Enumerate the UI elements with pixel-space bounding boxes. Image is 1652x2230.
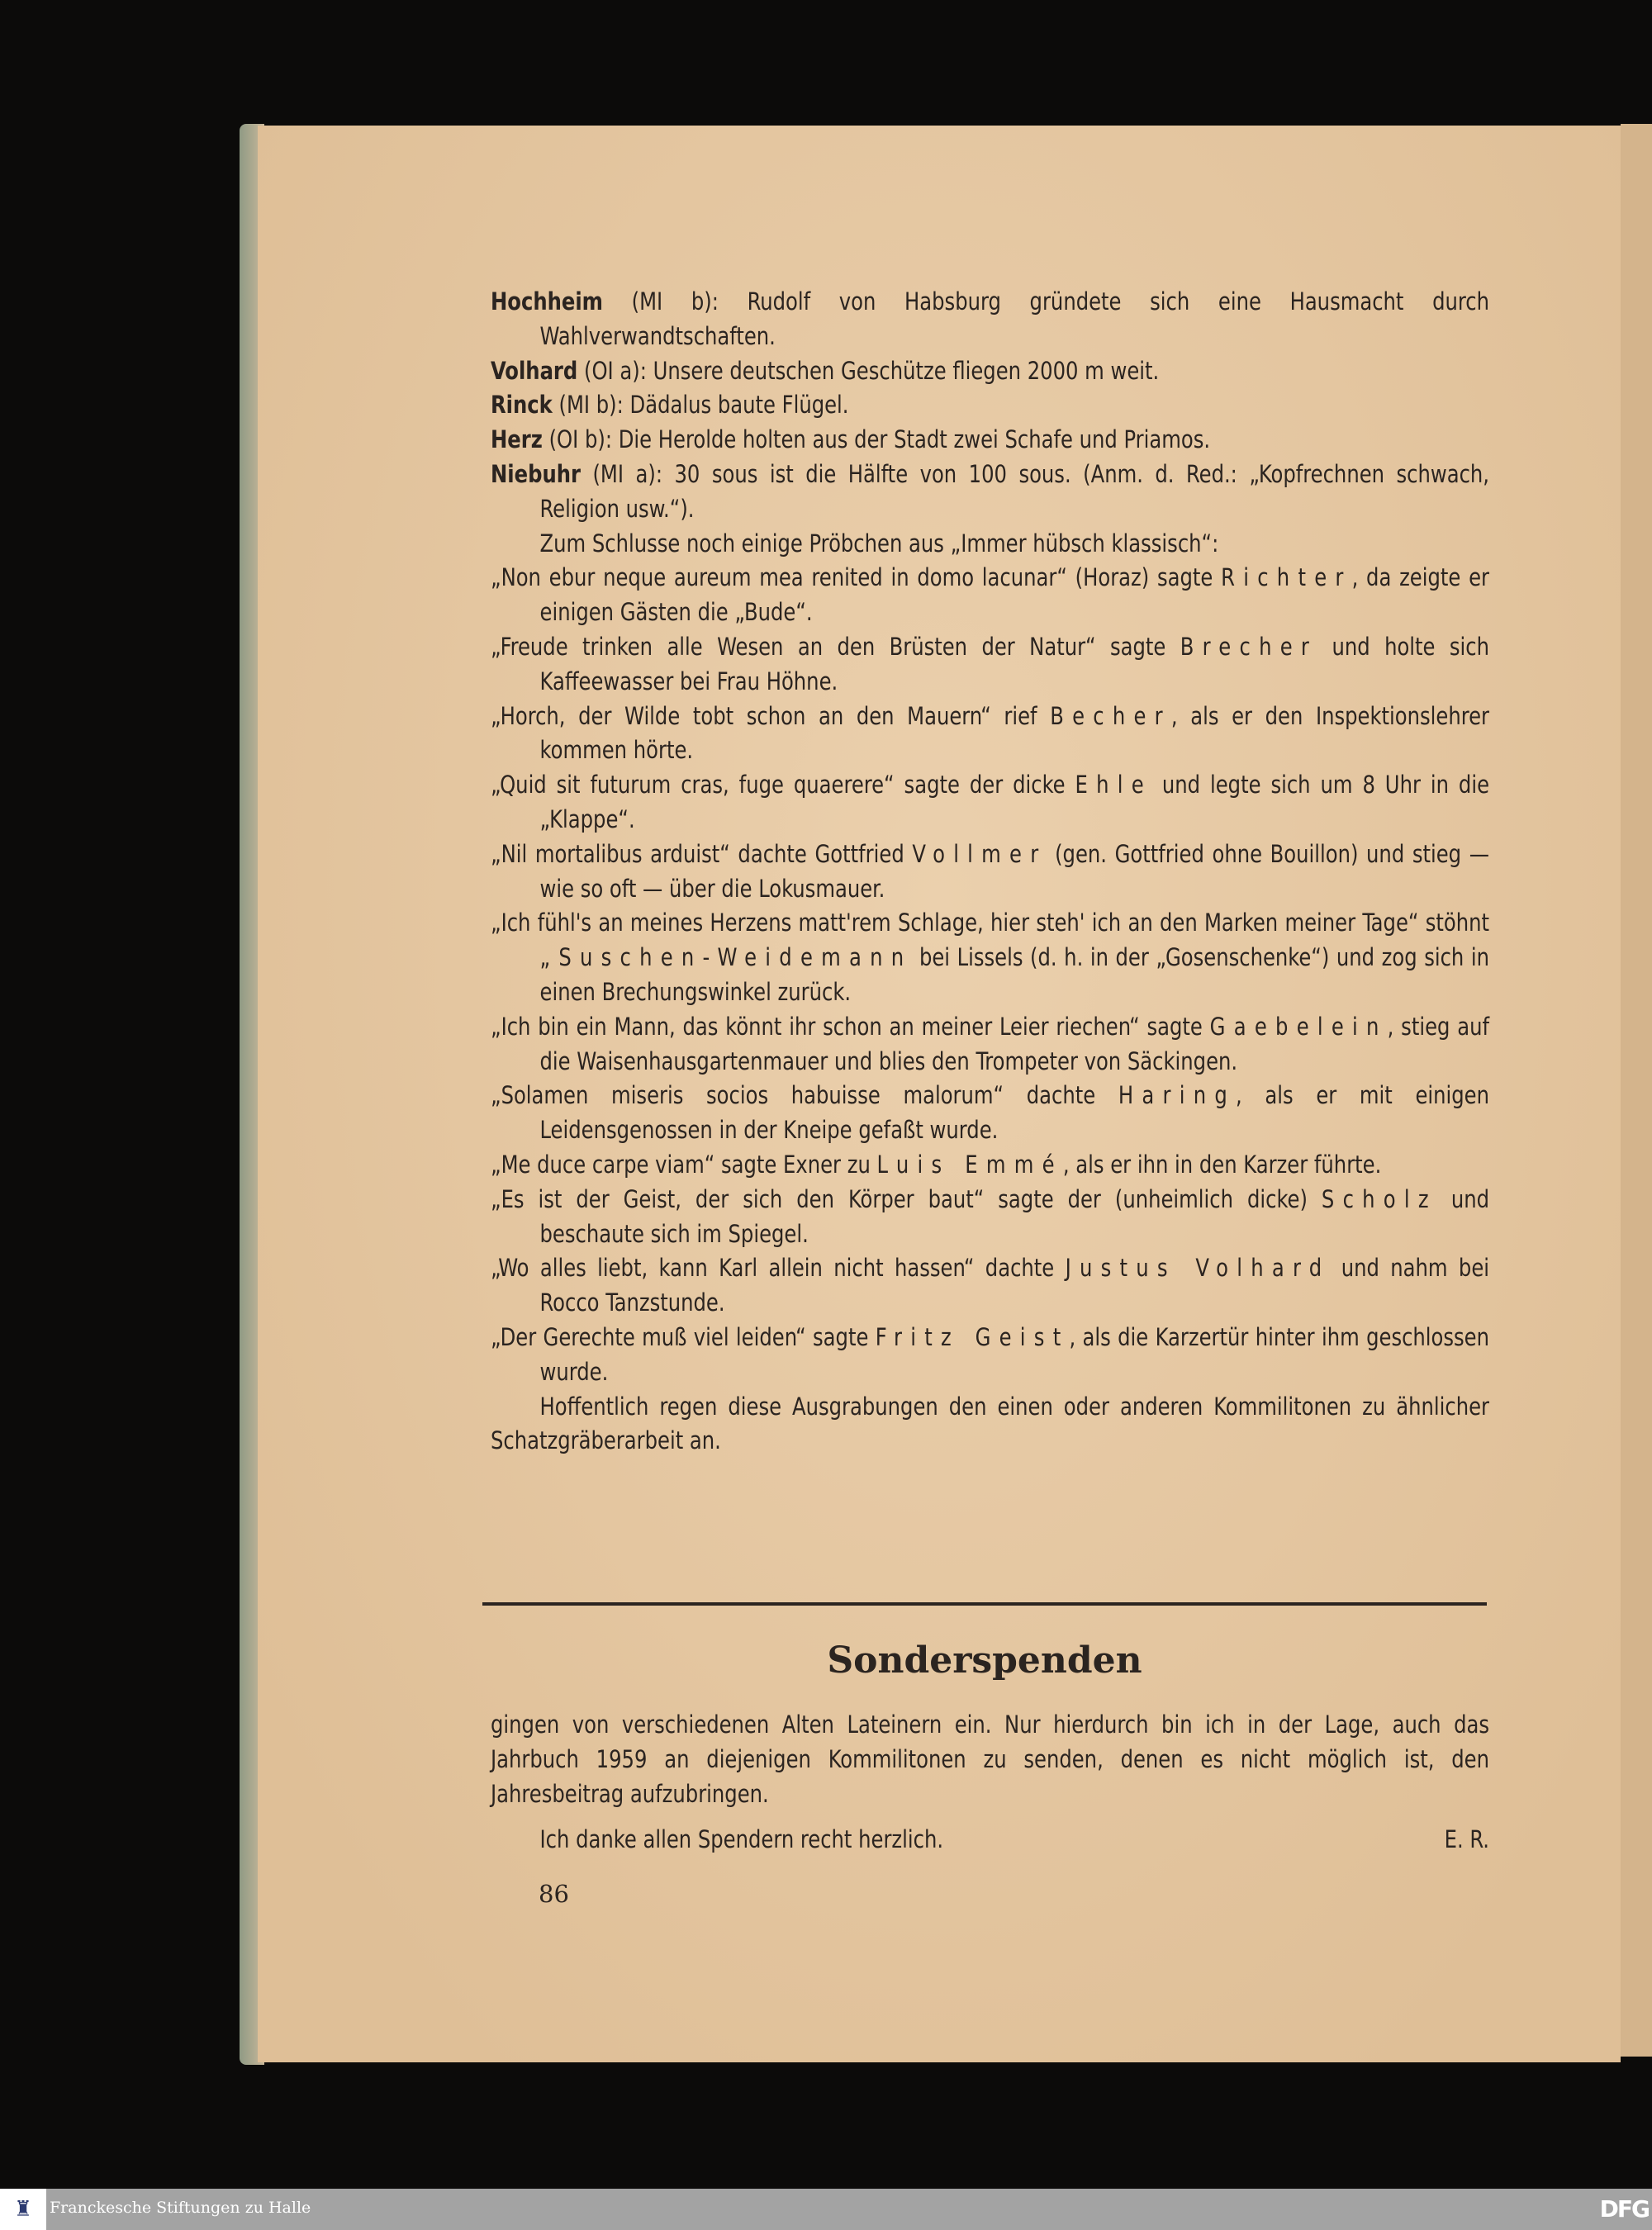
text-segment: „Horch, der Wilde tobt schon an den Mauern“ rief (491, 701, 1051, 730)
footer-bar (0, 2189, 1652, 2230)
text-segment: (MI a): 30 sous ist die Hälfte von 100 sous. (Anm. d. Red.: „Kopfrechnen schwach, Religion usw.“). (539, 459, 1489, 523)
spaced-name: Haring (1118, 1081, 1237, 1110)
text-segment: „Non ebur neque aureum mea renited in domo lacunar“ (Horaz) sagte (491, 563, 1222, 592)
institution-name[interactable]: Franckesche Stiftungen zu Halle (50, 2199, 311, 2217)
text-segment: „Me duce carpe viam“ sagte Exner zu (491, 1150, 877, 1179)
spaced-name: Scholz (1321, 1184, 1437, 1213)
page-number: 86 (539, 1880, 569, 1908)
paragraph (491, 285, 1489, 354)
thanks-line (491, 1823, 1489, 1858)
student-name: Volhard (491, 356, 578, 385)
body-text (491, 285, 1489, 1459)
thanks-text: Ich danke allen Spendern recht herzlich. (539, 1825, 944, 1854)
dfg-logo: DFG (1599, 2195, 1649, 2223)
student-name: Herz (491, 425, 543, 454)
text-segment: (OI b): Die Herolde holten aus der Stadt zwei Schafe und Priamos. (542, 425, 1211, 454)
text-segment: „Wo alles liebt, kann Karl allein nicht hassen“ dachte (491, 1254, 1066, 1283)
text-segment: , da zeigte er einigen Gästen die „Bude“. (539, 563, 1489, 627)
paragraph (491, 527, 1489, 562)
text-segment: „Nil mortalibus arduist“ dachte Gottfried (491, 839, 913, 868)
text-segment: bei Lissels (d. h. in der „Gosenschenke“) und zog sich in einen Brechungswinkel zurück. (539, 943, 1489, 1006)
institution-logo-icon: ♜ (0, 2189, 46, 2230)
text-segment: „Der Gerechte muß viel leiden“ sagte (491, 1322, 876, 1351)
paragraph (491, 388, 1489, 423)
paragraph (491, 768, 1489, 837)
text-segment: „Es ist der Geist, der sich den Körper baut“ sagte der (unheimlich dicke) (491, 1184, 1322, 1213)
spaced-name: Vollmer (912, 839, 1047, 868)
text-segment: (OI a): Unsere deutschen Geschütze fliegen 2000 m weit. (577, 356, 1160, 385)
text-segment: und holte sich Kaffeewasser bei Frau Höhne. (539, 632, 1489, 695)
text-segment: „Solamen miseris socios habuisse malorum“ dachte (491, 1081, 1118, 1110)
spaced-name: Justus Volhard (1065, 1254, 1331, 1283)
spaced-name: Luis Emmé (876, 1150, 1063, 1179)
paragraph (491, 561, 1489, 630)
spaced-name: Fritz Geist (875, 1322, 1070, 1351)
text-segment: (MI b): Rudolf von Habsburg gründete sich eine Hausmacht durch Wahlverwandtschaften. (539, 287, 1490, 350)
text-segment: „Quid sit futurum cras, fuge quaerere“ sagte der dicke (491, 771, 1075, 799)
paragraph (491, 1390, 1489, 1459)
facing-page-edge (1621, 124, 1652, 2057)
text-segment: Hoffentlich regen diese Ausgrabungen den einen oder anderen Kommilitonen zu ähnlicher Schatzgräberarbeit an. (491, 1392, 1489, 1455)
text-segment: , als er den Inspektionslehrer kommen hörte. (539, 701, 1489, 765)
spaced-name: Richter (1221, 563, 1352, 592)
paragraph: gingen von verschiedenen Alten Lateinern ein. Nur hierdurch bin ich in der Lage, auch das Jahrbuch 1959 an diejenigen Kommilitonen zu senden, denen es nicht möglich ist, den Jahresbeitrag aufzubringen. (491, 1710, 1489, 1808)
text-segment: „Ich fühl's an meines Herzens matt'rem Schlage, hier steh' ich an den Marken meiner Tage“ stöhnt (491, 909, 1489, 937)
section-heading: Sonderspenden (827, 1639, 1142, 1682)
text-segment: und nahm bei Rocco Tanzstunde. (539, 1254, 1490, 1317)
student-name: Rinck (491, 391, 553, 420)
text-segment: , stieg auf die Waisenhausgartenmauer und blies den Trompeter von Säckingen. (539, 1012, 1490, 1075)
text-segment: , als er ihn in den Karzer führte. (1062, 1150, 1382, 1179)
paragraph (491, 1148, 1489, 1183)
paragraph (491, 1010, 1489, 1079)
paragraph (491, 1183, 1489, 1252)
signature: E. R. (1444, 1825, 1489, 1854)
paragraph (491, 1251, 1489, 1321)
divider-rule (482, 1602, 1487, 1606)
paragraph (491, 354, 1489, 389)
donations-text (491, 1708, 1489, 1858)
paragraph (491, 458, 1489, 527)
paragraph (491, 1321, 1489, 1390)
paragraph (491, 906, 1489, 1009)
paragraph (491, 1079, 1489, 1148)
text-segment: , als er mit einigen Leidensgenossen in der Kneipe gefaßt wurde. (539, 1081, 1489, 1145)
text-segment: „Freude trinken alle Wesen an den Brüsten der Natur“ sagte (491, 632, 1180, 661)
text-segment: (MI b): Dädalus baute Flügel. (552, 391, 849, 420)
text-segment: (gen. Gottfried ohne Bouillon) und stieg — wie so oft — über die Lokusmauer. (539, 839, 1489, 903)
student-name: Niebuhr (491, 459, 581, 488)
paragraph (491, 837, 1489, 907)
paragraph (491, 630, 1489, 700)
text-segment: und legte sich um 8 Uhr in die „Klappe“. (539, 771, 1489, 833)
spaced-name: Gaebelein (1209, 1012, 1388, 1041)
paragraph (491, 423, 1489, 458)
text-segment: „Ich bin ein Mann, das könnt ihr schon an meiner Leier riechen“ sagte (491, 1012, 1210, 1041)
paragraph (491, 700, 1489, 769)
text-segment: und beschaute sich im Spiegel. (539, 1184, 1489, 1248)
text-segment: Zum Schlusse noch einige Pröbchen aus „Immer hübsch klassisch“: (539, 529, 1219, 558)
spaced-name: Ehle (1075, 771, 1152, 799)
spaced-name: Brecher (1180, 632, 1318, 661)
spaced-name: „Suschen-Weidemann (539, 943, 913, 972)
spaced-name: Becher (1050, 701, 1171, 730)
text-segment: , als die Karzertür hinter ihm geschlossen wurde. (539, 1322, 1489, 1386)
student-name: Hochheim (491, 287, 603, 316)
